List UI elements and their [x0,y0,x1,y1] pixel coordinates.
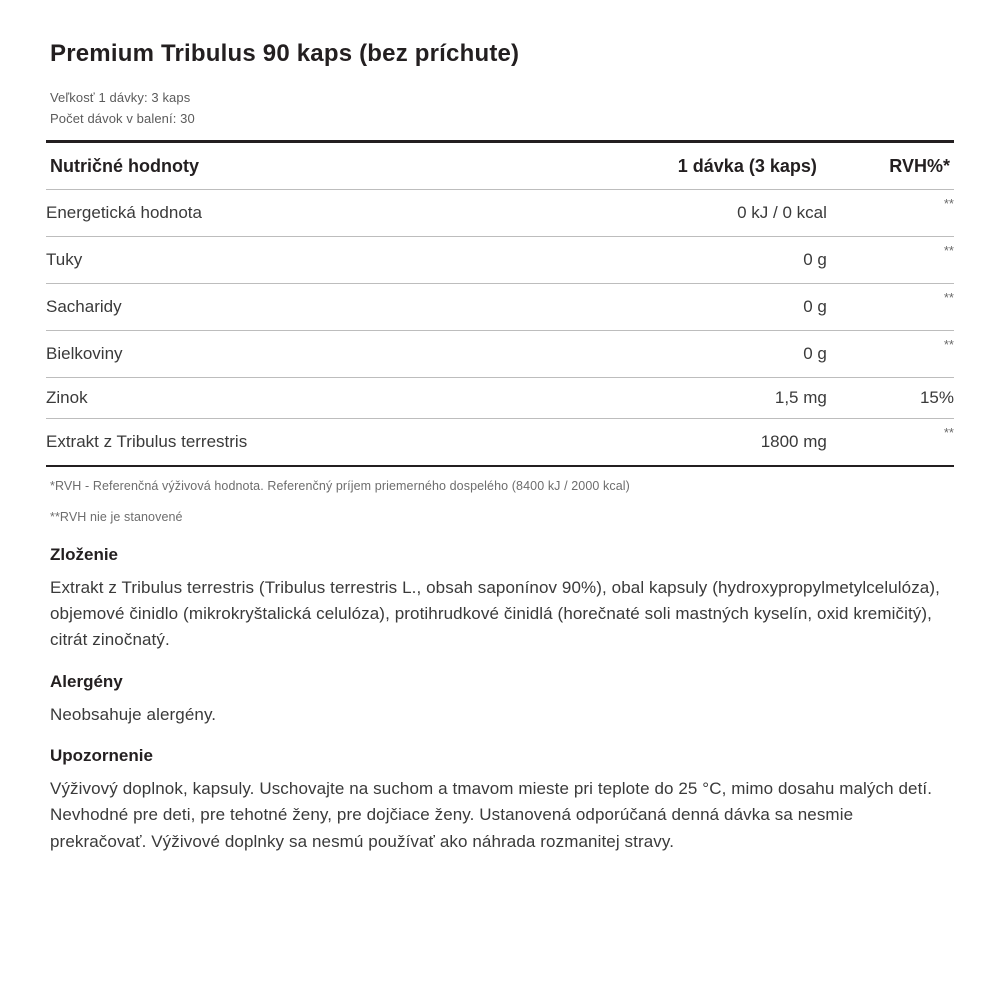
table-row [46,237,954,284]
column-header-rvh: RVH%* [827,142,954,190]
nutrient-rvh: ** [827,419,954,467]
nutrient-rvh: ** [827,237,954,284]
nutrient-name: Tuky [46,237,482,284]
nutrient-value: 1800 mg [482,419,827,467]
nutrition-table [46,140,954,467]
section-heading-warning: Upozornenie [50,745,153,765]
footnote-not-set: **RVH nie je stanovené [50,509,183,524]
table-row [46,284,954,331]
table-row [46,378,954,419]
column-header-serving: 1 dávka (3 kaps) [482,142,827,190]
nutrient-name: Extrakt z Tribulus terrestris [46,419,482,467]
section-heading-composition: Zloženie [50,544,119,564]
table-row [46,419,954,467]
nutrient-value: 0 g [482,331,827,378]
serving-size-text: Veľkosť 1 dávky: 3 kaps [50,90,191,105]
nutrient-rvh: 15% [827,378,954,419]
nutrient-name: Zinok [46,378,482,419]
section-text-composition: Extrakt z Tribulus terrestris (Tribulus terrestris L., obsah saponínov 90%), obal kapsuly (hydroxypropylmetylcelulóza), objemové činidlo (mikrokryštalická celulóza), protihrudkové činidlá (horečnaté soli mastných kyselín, oxid kremičitý), citrát zinočnatý. [50,577,940,650]
table-row [46,331,954,378]
servings-per-container-text: Počet dávok v balení: 30 [50,111,195,126]
table-header-row [46,142,954,190]
page-title: Premium Tribulus 90 kaps (bez príchute) [50,40,520,67]
nutrient-name: Sacharidy [46,284,482,331]
footnote-rvh: *RVH - Referenčná výživová hodnota. Referenčný príjem priemerného dospelého (8400 kJ / 2000 kcal) [50,479,630,493]
nutrient-rvh: ** [827,331,954,378]
nutrient-value: 0 g [482,284,827,331]
nutrient-rvh: ** [827,284,954,331]
section-heading-allergens: Alergény [50,671,123,691]
nutrient-value: 0 kJ / 0 kcal [482,190,827,237]
section-text-warning: Výživový doplnok, kapsuly. Uschovajte na suchom a tmavom mieste pri teplote do 25 °C, mimo dosahu malých detí. Nevhodné pre deti, pre tehotné ženy, pre dojčiace ženy. Ustanovená odporúčaná denná dávka sa nesmie prekračovať. Výživové doplnky sa nesmú používať ako náhrada rozmanitej stravy. [50,778,933,851]
nutrient-name: Energetická hodnota [46,190,482,237]
table-row [46,190,954,237]
section-text-allergens: Neobsahuje alergény. [50,704,217,724]
nutrient-value: 1,5 mg [482,378,827,419]
nutrient-name: Bielkoviny [46,331,482,378]
nutrient-value: 0 g [482,237,827,284]
nutrient-rvh: ** [827,190,954,237]
column-header-nutrient: Nutričné hodnoty [46,142,482,190]
